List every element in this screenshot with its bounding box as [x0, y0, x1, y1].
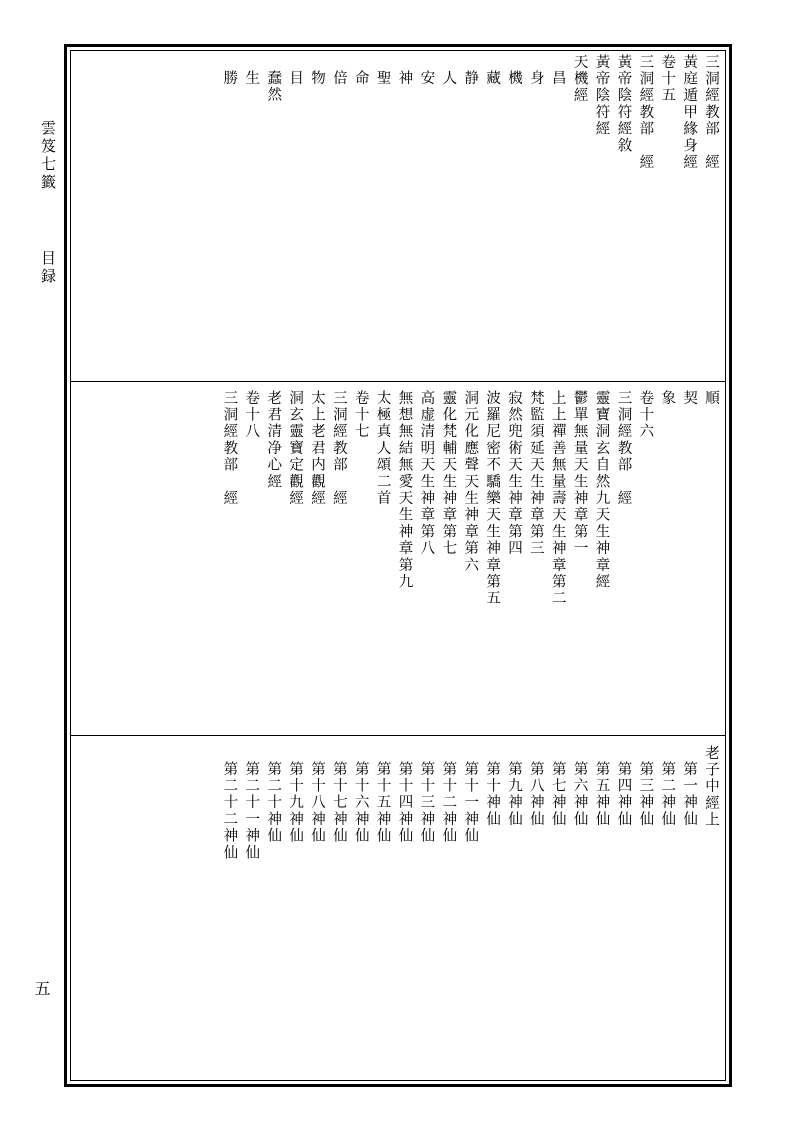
toc-entry: 老子中經上 [703, 745, 719, 829]
toc-entry: 黃帝陰符經敘 [615, 54, 632, 155]
running-head-subtitle: 目録 [39, 250, 57, 286]
section-divider-2 [70, 735, 726, 736]
toc-entry: 命 [352, 70, 369, 87]
toc-entry: 上上禪善無量壽天生神章第二 [549, 390, 566, 608]
toc-entry: 聖 [374, 70, 391, 87]
toc-entry: 黃庭遁甲緣身經 [681, 54, 698, 171]
toc-entry: 藏 [484, 70, 501, 87]
toc-entry: 倍 [330, 70, 347, 87]
toc-entry: 太上老君内觀經 [308, 390, 325, 507]
toc-entry: 順 [703, 390, 719, 407]
toc-entry: 機 [505, 70, 522, 87]
toc-entry: 第七神仙 [549, 761, 566, 828]
toc-entry: 波羅尼密不驕樂天生神章第五 [484, 390, 501, 608]
toc-entry: 第十一神仙 [462, 761, 479, 845]
toc-entry: 第一神仙 [681, 761, 698, 828]
toc-entry: 高虚清明天生神章第八 [418, 390, 435, 557]
toc-entry: 第八神仙 [527, 761, 544, 828]
toc-entry: 三洞經教部 經 [615, 390, 632, 507]
toc-entry: 第十五神仙 [374, 761, 391, 845]
toc-entry: 生 [243, 70, 260, 87]
toc-entry: 目 [287, 70, 304, 87]
toc-entry: 太極真人頌二首 [374, 390, 391, 507]
toc-entry: 第十神仙 [484, 761, 501, 828]
toc-entry: 第二十一神仙 [243, 761, 260, 862]
toc-entry: 天機經 [571, 54, 588, 105]
toc-entry: 昌 [549, 70, 566, 87]
toc-entry: 洞元化應聲天生神章第六 [462, 390, 479, 574]
toc-entry: 第二十二神仙 [221, 761, 238, 862]
toc-entry: 第十二神仙 [440, 761, 457, 845]
running-head-title: 雲笈七籤 [39, 120, 57, 192]
toc-entry: 静 [462, 70, 479, 87]
toc-entry: 第十三神仙 [418, 761, 435, 845]
running-head [26, 120, 56, 286]
toc-entry: 三洞經教部 經 [221, 390, 238, 507]
toc-entry: 老君清净心經 [265, 390, 282, 491]
toc-section-lower [215, 745, 718, 1075]
page-number: 五 [32, 980, 51, 996]
toc-entry: 三洞經教部 經 [703, 54, 719, 171]
toc-entry: 卷十八 [243, 390, 260, 441]
toc-entry: 物 [308, 70, 325, 87]
toc-entry: 第五神仙 [593, 761, 610, 828]
toc-entry: 第四神仙 [615, 761, 632, 828]
toc-entry: 象 [659, 390, 676, 407]
toc-entry: 第十七神仙 [330, 761, 347, 845]
toc-entry: 黃帝陰符經 [593, 54, 610, 138]
toc-entry: 安 [418, 70, 435, 87]
toc-entry: 身 [527, 70, 544, 87]
toc-entry: 第十四神仙 [396, 761, 413, 845]
toc-entry: 梵監須延天生神章第三 [527, 390, 544, 557]
toc-entry: 第六神仙 [571, 761, 588, 828]
toc-entry: 人 [440, 70, 457, 87]
toc-entry: 寂然兜術天生神章第四 [505, 390, 522, 557]
toc-entry: 第二十神仙 [265, 761, 282, 845]
toc-entry: 無想無結無愛天生神章第九 [396, 390, 413, 591]
toc-entry: 蠢然 [265, 70, 282, 104]
toc-entry: 神 [396, 70, 413, 87]
toc-entry: 第十六神仙 [352, 761, 369, 845]
toc-entry: 卷十六 [637, 390, 654, 441]
toc-entry: 三洞經教部 經 [637, 54, 654, 171]
toc-entry: 第十八神仙 [308, 761, 325, 845]
toc-entry: 卷十五 [659, 54, 676, 105]
toc-entry: 第三神仙 [637, 761, 654, 828]
toc-entry: 勝 [221, 70, 238, 87]
toc-entry: 靈化梵輔天生神章第七 [440, 390, 457, 557]
toc-section-middle [215, 390, 718, 730]
toc-entry: 第十九神仙 [287, 761, 304, 845]
toc-entry: 卷十七 [352, 390, 369, 441]
toc-entry: 三洞經教部 經 [330, 390, 347, 507]
toc-entry: 第二神仙 [659, 761, 676, 828]
toc-entry: 契 [681, 390, 698, 407]
toc-entry: 靈寶洞玄自然九天生神章經 [593, 390, 610, 591]
toc-entry: 洞玄靈寶定觀經 [287, 390, 304, 507]
toc-entry: 鬱單無量天生神章第一 [571, 390, 588, 557]
toc-section-upper [215, 54, 718, 374]
section-divider-1 [70, 381, 726, 382]
toc-entry: 第九神仙 [505, 761, 522, 828]
